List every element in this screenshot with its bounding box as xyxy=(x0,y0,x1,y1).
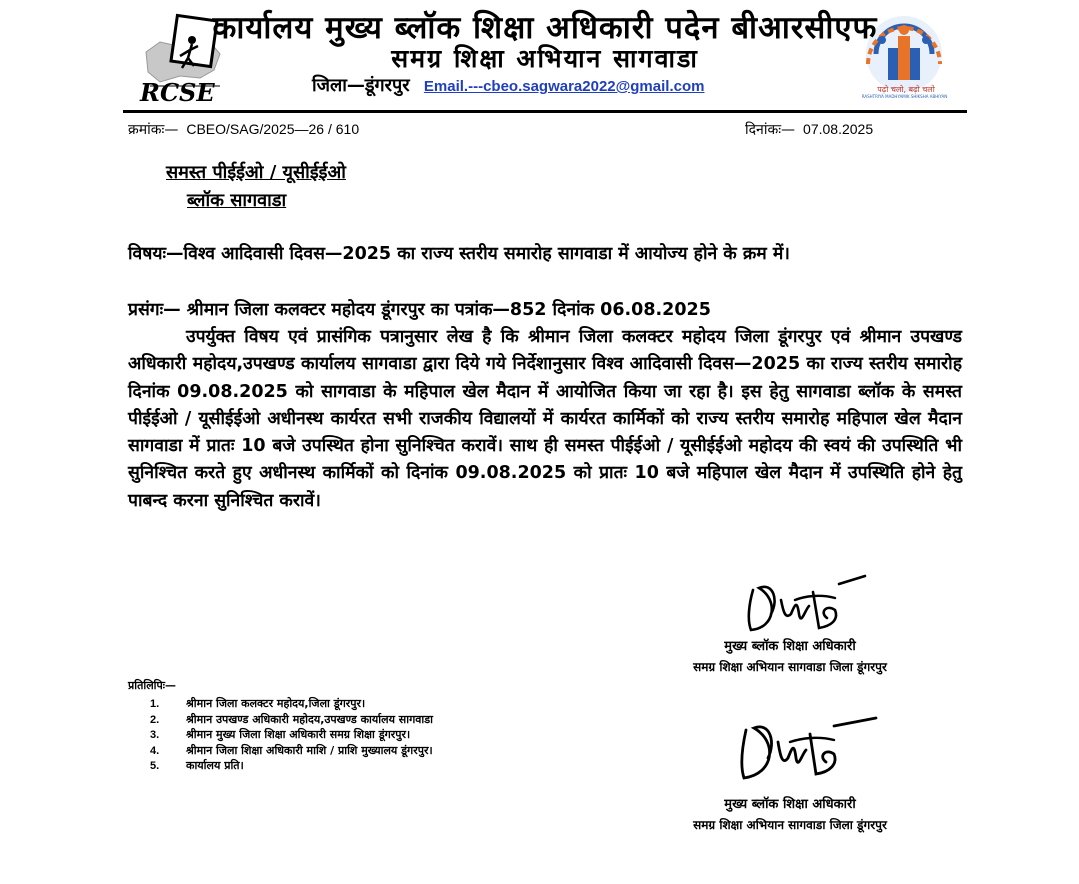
letter-subject: विषयः—विश्व आदिवासी दिवस—2025 का राज्य स्तरीय समारोह सागवाडा में आयोज्य होने के क्रम में। xyxy=(128,244,790,264)
reference-value: CBEO/SAG/2025—26 / 610 xyxy=(186,121,360,137)
addressee-line-2: ब्लॉक सागवाडा xyxy=(187,190,287,211)
rmsa-logo-tagline: पढ़ो चलो, बढ़ो चलो xyxy=(877,85,935,94)
signature-2-title: मुख्य ब्लॉक शिक्षा अधिकारी xyxy=(724,797,856,812)
letter-reference: प्रसंगः— श्रीमान जिला कलक्टर महोदय डूंगरपुर का पत्रांक—852 दिनांक 06.08.2025 xyxy=(128,300,711,320)
district-name: जिला—डूंगरपुर xyxy=(312,75,410,96)
reference-number xyxy=(128,120,359,139)
district-line xyxy=(312,73,704,97)
list-item: 3. श्रीमान मुख्य जिला शिक्षा अधिकारी समग्र शिक्षा डूंगरपुर। xyxy=(150,728,411,741)
signature-1-subtitle: समग्र शिक्षा अभियान सागवाडा जिला डूंगरपुर xyxy=(693,660,887,674)
reference-label: क्रमांकः— xyxy=(128,122,179,138)
signature-1-image xyxy=(735,570,875,640)
signature-1-title: मुख्य ब्लॉक शिक्षा अधिकारी xyxy=(724,639,856,654)
office-title: कार्यालय मुख्य ब्लॉक शिक्षा अधिकारी पदेन बीआरसीएफ xyxy=(212,10,878,46)
signature-2-image xyxy=(730,708,880,788)
date-label: दिनांकः— xyxy=(745,122,796,138)
rmsa-logo-subtext: RASHTRIYA MADHYAMIK SHIKSHA ABHIYAN xyxy=(861,94,948,99)
email-link[interactable]: Email.---cbeo.sagwara2022@gmail.com xyxy=(423,78,705,95)
letter-date xyxy=(745,120,873,139)
header-divider xyxy=(123,110,967,113)
date-value: 07.08.2025 xyxy=(803,121,874,137)
copies-list xyxy=(150,696,433,774)
list-item: 5. कार्यालय प्रति। xyxy=(150,759,244,772)
addressee-line-1: समस्त पीईईओ / यूसीईईओ xyxy=(166,162,346,183)
program-name: समग्र शिक्षा अभियान सागवाडा xyxy=(391,44,699,73)
list-item: 4. श्रीमान जिला शिक्षा अधिकारी माशि / प्राशि मुख्यालय डूंगरपुर। xyxy=(150,743,433,757)
rcse-logo-text: RCSE xyxy=(140,78,215,107)
letter-body: उपर्युक्त विषय एवं प्रासंगिक पत्रानुसार लेख है कि श्रीमान जिला कलक्टर महोदय जिला डूंगरपुर एवं श्रीमान उपखण्ड अधिकारी महोदय,उपखण्ड कार्यालय सागवाडा द्वारा दिये गये निर्देशानुसार विश्व आदिवासी दिवस—2025 का राज्य स्तरीय समारोह दिनांक 09.08.2025 को सागवाडा के महिपाल खेल मैदान में आयोजित किया जा रहा है। इस हेतु सागवाडा ब्लॉक के समस्त पीईईओ / यूसीईईओ अधीनस्थ कार्यरत सभी राजकीय विद्यालयों में कार्यरत कार्मिकों को राज्य स्तरीय समारोह महिपाल खेल मैदान सागवाडा में प्रातः 10 बजे उपस्थित होना सुनिश्चित करावें। साथ ही समस्त पीईईओ / यूसीईईओ महोदय की स्वयं की उपस्थिति भी सुनिश्चित करते हुए अधीनस्थ कार्मिकों को दिनांक 09.08.2025 को प्रातः 10 बजे महिपाल खेल मैदान में उपस्थिति होने हेतु पाबन्द करना सुनिश्चित करावें। xyxy=(128,327,962,511)
signature-2-subtitle: समग्र शिक्षा अभियान सागवाडा जिला डूंगरपुर xyxy=(693,818,887,832)
list-item: 2. श्रीमान उपखण्ड अधिकारी महोदय,उपखण्ड कार्यालय सागवाडा xyxy=(150,712,433,726)
list-item: 1. श्रीमान जिला कलक्टर महोदय,जिला डूंगरपुर। xyxy=(150,697,366,710)
copies-label: प्रतिलिपिः— xyxy=(128,679,177,692)
